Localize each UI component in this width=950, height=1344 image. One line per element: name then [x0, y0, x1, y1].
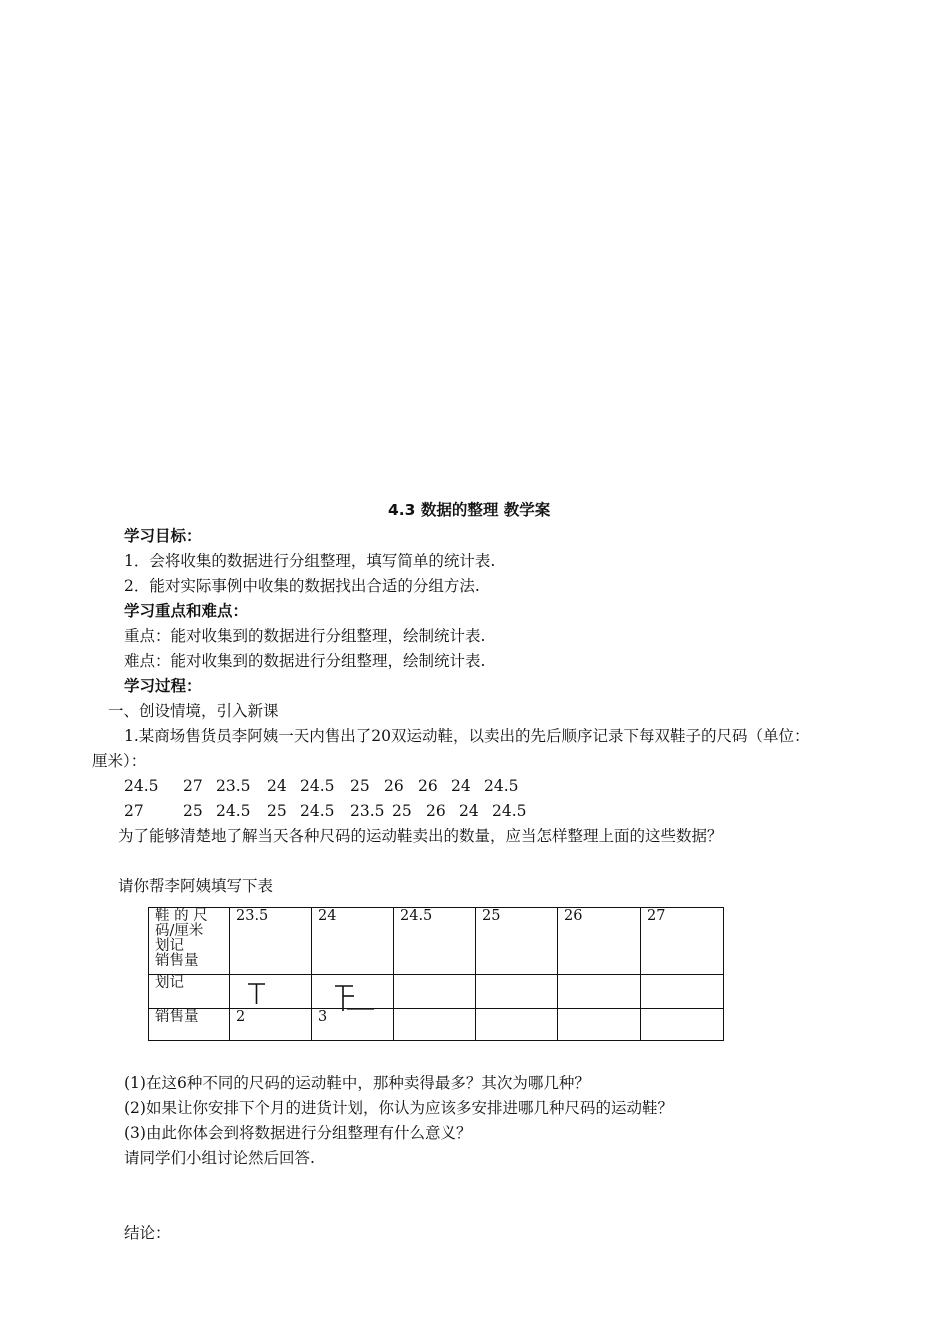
tally-cell — [558, 975, 641, 1009]
tally-mark-23-5 — [240, 980, 270, 1006]
data-value: 23.5 — [350, 802, 385, 820]
sales-cell — [641, 1009, 724, 1041]
tally-label-cell: 划记 — [149, 975, 230, 1009]
header-label-line: 码/厘米 — [155, 923, 204, 939]
data-value: 24.5 — [300, 777, 335, 795]
data-row-1 — [0, 776, 950, 796]
tally-cell — [476, 975, 558, 1009]
data-value: 23.5 — [216, 777, 251, 795]
header-label-line: 划记 — [155, 938, 184, 954]
objective-2: 2．能对实际事例中收集的数据找出合适的分组方法. — [124, 577, 480, 595]
sales-label-cell: 销售量 — [149, 1009, 230, 1041]
section-1-heading: 一、创设情境，引入新课 — [108, 702, 279, 720]
data-value: 24.5 — [300, 802, 335, 820]
data-value: 24 — [459, 802, 479, 820]
difficulty-text: 难点：能对收集到的数据进行分组整理，绘制统计表. — [124, 652, 486, 670]
sales-cell — [558, 1009, 641, 1041]
data-value: 26 — [384, 777, 404, 795]
data-value: 24.5 — [124, 777, 159, 795]
sales-cell: 3 — [312, 1009, 394, 1041]
table-prompt: 请你帮李阿姨填写下表 — [118, 877, 274, 895]
sales-cell: 2 — [230, 1009, 312, 1041]
tally-mark-24 — [328, 980, 374, 1014]
objectives-heading: 学习目标： — [124, 527, 202, 545]
data-value: 24 — [267, 777, 287, 795]
data-value: 24 — [451, 777, 471, 795]
question-1: (1)在这6种不同的尺码的运动鞋中，那种卖得最多？其次为哪几种？ — [124, 1074, 590, 1092]
data-value: 27 — [124, 802, 144, 820]
keypoints-heading: 学习重点和难点： — [124, 602, 249, 620]
size-cell: 25 — [476, 908, 558, 975]
data-value: 24.5 — [484, 777, 519, 795]
data-value: 25 — [392, 802, 412, 820]
problem-line-2: 厘米）： — [92, 752, 147, 770]
data-value: 26 — [426, 802, 446, 820]
sales-row — [149, 1009, 724, 1041]
data-value: 24.5 — [216, 802, 251, 820]
header-label-cell — [149, 908, 230, 975]
data-value: 25 — [267, 802, 287, 820]
size-cell: 24 — [312, 908, 394, 975]
header-label-line: 销售量 — [155, 953, 199, 969]
objective-1: 1．会将收集的数据进行分组整理，填写简单的统计表. — [124, 552, 496, 570]
data-value: 24.5 — [492, 802, 527, 820]
conclusion-label: 结论： — [124, 1224, 171, 1242]
table-header-row — [149, 908, 724, 975]
sales-cell — [476, 1009, 558, 1041]
tally-row — [149, 975, 724, 1009]
size-cell: 26 — [558, 908, 641, 975]
data-value: 25 — [350, 777, 370, 795]
question-2: (2)如果让你安排下个月的进货计划，你认为应该多安排进哪几种尺码的运动鞋？ — [124, 1099, 673, 1117]
question-3: (3)由此你体会到将数据进行分组整理有什么意义？ — [124, 1124, 472, 1142]
sales-cell — [394, 1009, 476, 1041]
process-heading: 学习过程： — [124, 677, 202, 695]
keypoint-text: 重点：能对收集到的数据进行分组整理，绘制统计表. — [124, 627, 486, 645]
size-cell: 27 — [641, 908, 724, 975]
data-row-2 — [0, 801, 950, 821]
size-cell: 23.5 — [230, 908, 312, 975]
data-value: 26 — [418, 777, 438, 795]
data-value: 25 — [183, 802, 203, 820]
tally-cell — [394, 975, 476, 1009]
discussion-prompt: 请同学们小组讨论然后回答. — [124, 1149, 315, 1167]
problem-line-1: 1.某商场售货员李阿姨一天内售出了20双运动鞋，以卖出的先后顺序记录下每双鞋子的尺码（单位： — [124, 727, 810, 745]
data-value: 27 — [183, 777, 203, 795]
question-intro: 为了能够清楚地了解当天各种尺码的运动鞋卖出的数量，应当怎样整理上面的这些数据？ — [118, 827, 723, 845]
tally-cell — [641, 975, 724, 1009]
tally-table — [148, 907, 724, 1041]
header-label-line: 鞋 的 尺 — [155, 908, 208, 924]
size-cell: 24.5 — [394, 908, 476, 975]
page-title: 4.3 数据的整理 教学案 — [388, 501, 551, 519]
